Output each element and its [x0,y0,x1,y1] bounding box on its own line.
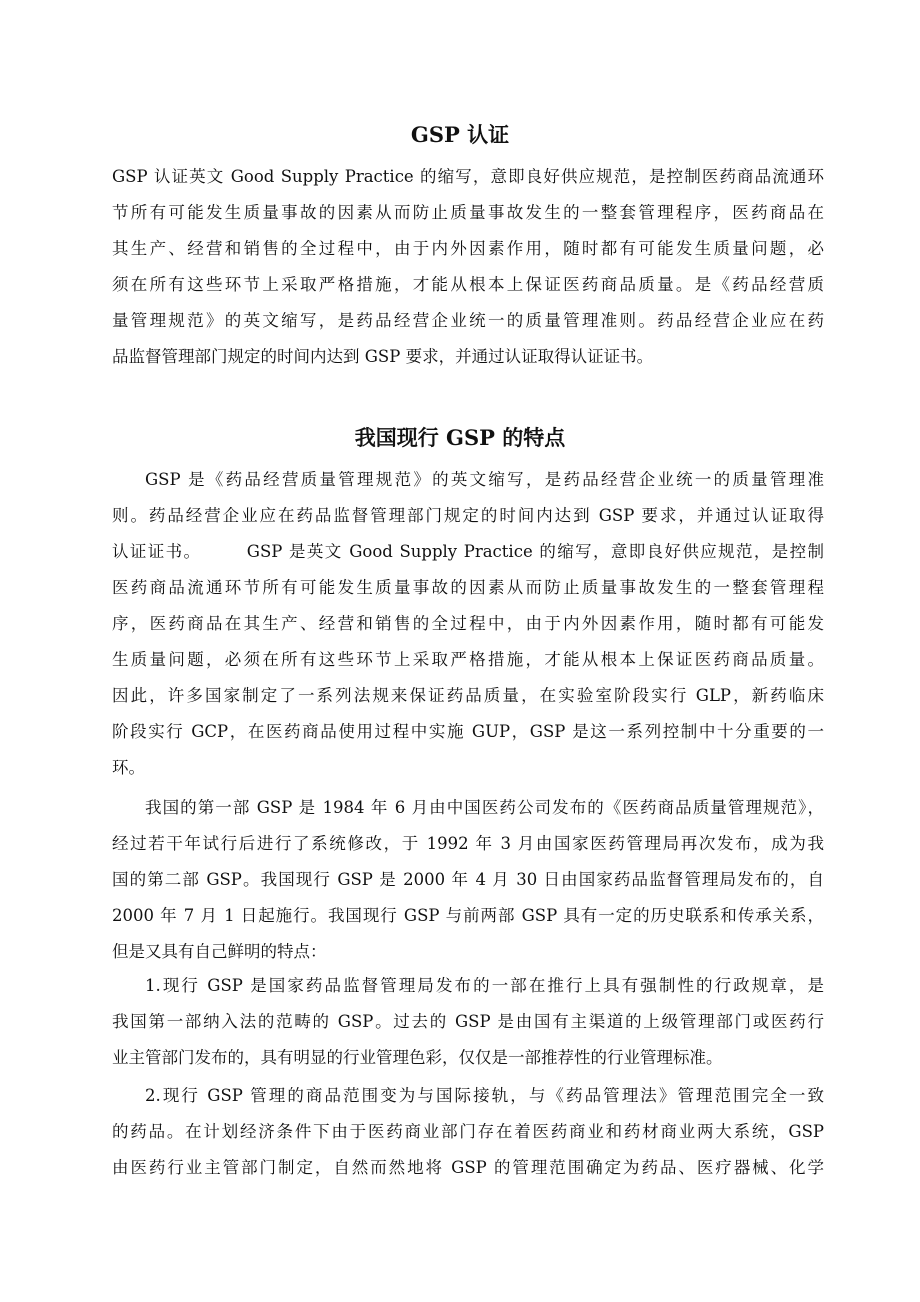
text-line: 品监督管理部门规定的时间内达到 GSP 要求，并通过认证取得认证证书。 [112,347,654,366]
text-line: GSP 认证英文 Good Supply Practice 的缩写，意即良好供应规范，是控制医药商品流通环 [112,167,824,186]
paragraph-feature-1 [112,968,824,1076]
text-line: 2000 年 7 月 1 日起施行。我国现行 GSP 与前两部 GSP 具有一定的历史联系和传承关系， [112,906,824,925]
text-line: 1.现行 GSP 是国家药品监督管理局发布的一部在推行上具有强制性的行政规章，是 [145,976,824,995]
section-title-gsp-certification: GSP 认证 [410,122,510,147]
text-line: 国的第二部 GSP。我国现行 GSP 是 2000 年 4 月 30 日由国家药品监督管理局发布的，自 [112,870,824,889]
text-line: 须在所有这些环节上采取严格措施，才能从根本上保证医药商品质量。是《药品经营质 [112,275,824,294]
paragraph-gsp-history [112,790,824,970]
text-line: 医药商品流通环节所有可能发生质量事故的因素从而防止质量事故发生的一整套管理程 [112,578,824,597]
text-line: 业主管部门发布的，具有明显的行业管理色彩，仅仅是一部推荐性的行业管理标准。 [112,1048,723,1067]
text-line: 由医药行业主管部门制定，自然而然地将 GSP 的管理范围确定为药品、医疗器械、化学 [112,1158,824,1177]
text-line: 阶段实行 GCP，在医药商品使用过程中实施 GUP，GSP 是这一系列控制中十分重要的一 [112,722,824,741]
text-line: 序，医药商品在其生产、经营和销售的全过程中，由于内外因素作用，随时都有可能发 [112,614,824,633]
text-line: 但是又具有自己鲜明的特点： [112,942,327,961]
paragraph-gsp-definition [112,159,824,375]
text-line: 其生产、经营和销售的全过程中，由于内外因素作用，随时都有可能发生质量问题，必 [112,239,824,258]
text-line: GSP 是《药品经营质量管理规范》的英文缩写，是药品经营企业统一的质量管理准 [145,470,824,489]
text-line: 环。 [112,758,145,777]
text-line: 则。药品经营企业应在药品监督管理部门规定的时间内达到 GSP 要求，并通过认证取得 [112,506,824,525]
text-line: 生质量问题，必须在所有这些环节上采取严格措施，才能从根本上保证医药商品质量。 [112,650,824,669]
paragraph-feature-2 [112,1078,824,1186]
text-line: 的药品。在计划经济条件下由于医药商业部门存在着医药商业和药材商业两大系统，GSP [112,1122,824,1141]
text-line: 我国第一部纳入法的范畴的 GSP。过去的 GSP 是由国有主渠道的上级管理部门或医药行 [112,1012,824,1031]
section-title-gsp-features: 我国现行 GSP 的特点 [354,425,566,450]
text-line: 认证证书。 GSP 是英文 Good Supply Practice 的缩写，意即良好供应规范，是控制 [112,542,824,561]
text-line: 经过若干年试行后进行了系统修改，于 1992 年 3 月由国家医药管理局再次发布，成为我 [112,834,824,853]
text-line: 2.现行 GSP 管理的商品范围变为与国际接轨，与《药品管理法》管理范围完全一致 [145,1086,824,1105]
text-line: 我国的第一部 GSP 是 1984 年 6 月由中国医药公司发布的《医药商品质量管理规范》， [145,798,824,817]
paragraph-gsp-overview [112,462,824,786]
text-line: 节所有可能发生质量事故的因素从而防止质量事故发生的一整套管理程序，医药商品在 [112,203,824,222]
text-line: 量管理规范》的英文缩写，是药品经营企业统一的质量管理准则。药品经营企业应在药 [112,311,824,330]
text-line: 因此，许多国家制定了一系列法规来保证药品质量，在实验室阶段实行 GLP，新药临床 [112,686,824,705]
